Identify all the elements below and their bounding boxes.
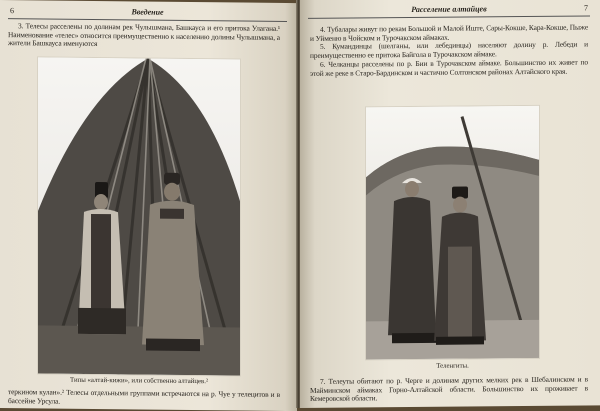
left-top-paragraph xyxy=(8,22,280,51)
telengit-photo-image xyxy=(366,106,539,360)
altai-kizhi-photo xyxy=(38,57,240,375)
telengit-photo xyxy=(366,106,539,360)
telengit-man-figure xyxy=(388,178,436,343)
left-bottom-paragraph xyxy=(8,388,280,408)
altai-kizhi-photo-image xyxy=(38,57,240,375)
left-bottom-paragraph-text: теркином кулан».² Телесы отдельными группами встречаются на р. Чуе у телецитов и в бассейне Урсула. xyxy=(8,387,280,406)
kumandin-paragraph: 5. Кумандинцы (шелганы, или лебединцы) населяют долину р. Лебеди и преимущественно ее притока Байгола в Турочакском аймаке. xyxy=(310,39,588,61)
left-page xyxy=(0,0,297,411)
tubalar-paragraph: 4. Тубалары живут по рекам Большой и Малой Иште, Сары-Кокше, Кара-Кокше, Пыже и Уйменю в Чойском и Турочакском аймаках. xyxy=(310,22,588,43)
right-running-title: Расселение алтайцев xyxy=(411,4,487,15)
left-running-title: Введение xyxy=(131,7,164,17)
teleut-paragraph: 7. Телеуты обитают по р. Черге и долинам других мелких рек в Шебалинском и в Майминском аймаках Горно-Алтайской области. Большинство их проживает в Кемеровской области. xyxy=(310,374,588,404)
left-top-paragraph-text: 3. Телесы расселены по долинам рек Чулышмана, Башкауса и его притока Улагана.¹ Наименование «телес» относится преимущественно к населению долины Чулышмана, а жители Башкауса именуются xyxy=(8,21,280,49)
right-bottom-paragraph xyxy=(310,375,588,404)
left-page-number: 6 xyxy=(10,6,14,16)
right-photo-caption: Теленгиты. xyxy=(436,362,469,370)
right-top-paragraphs xyxy=(310,23,588,78)
chelkan-paragraph: 6. Челканцы расселены по р. Бии в Турочакском аймаке. Большинство их живет по этой же реке в Старо-Бардинском и частично Солтонском районах Алтайского края. xyxy=(310,57,588,78)
left-photo-caption: Типы «алтай-кижи», или собственно алтайцев.² xyxy=(70,376,208,386)
right-page-number: 7 xyxy=(584,3,588,13)
right-page xyxy=(300,0,600,408)
